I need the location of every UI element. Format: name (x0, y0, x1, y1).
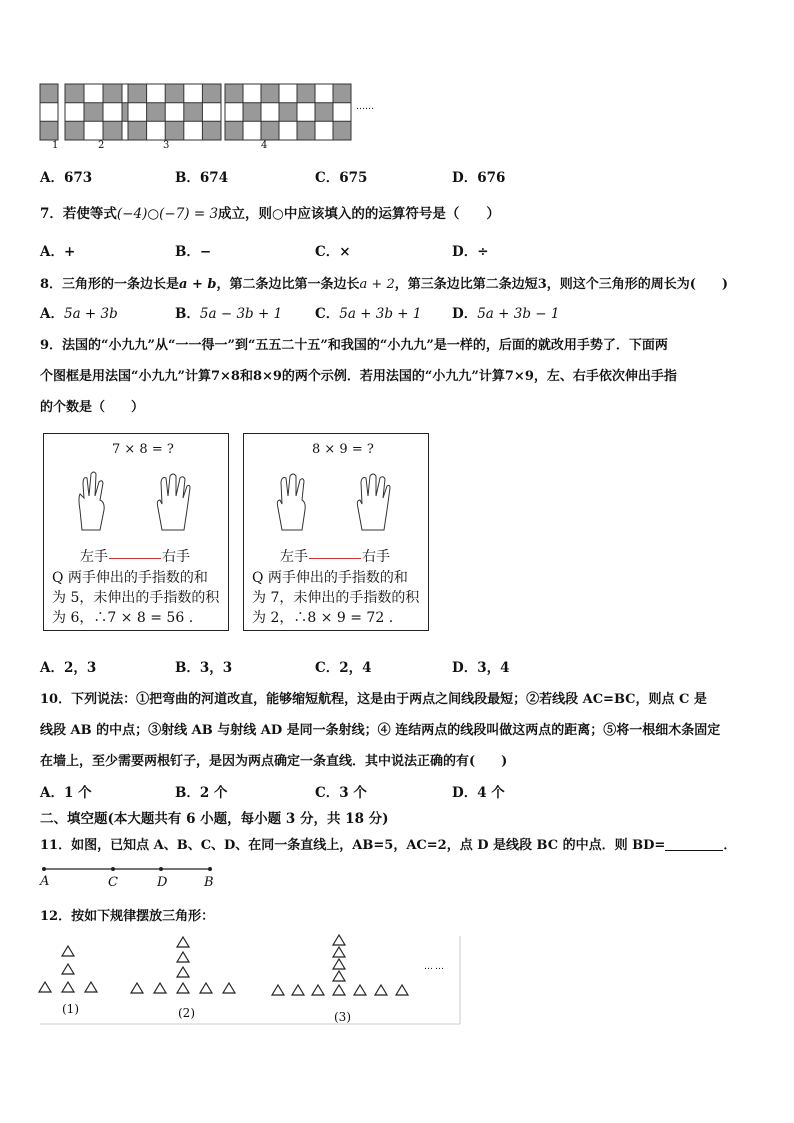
hand-right-icon (352, 470, 396, 532)
q10-option-b[interactable]: B．2 个 (175, 785, 228, 801)
q6-option-a[interactable]: A．673 (40, 170, 93, 186)
q9-example-box-1 (43, 433, 229, 631)
q10-option-a[interactable]: A．1 个 (40, 785, 92, 801)
q9-box2-text-2: 为 7，未伸出的手指数的积 (252, 590, 420, 606)
q9-line-1: 9．法国的“小九九”从“一一得一”到“五五二十五”和我国的“小九九”是一样的，后面的就改用手势了．下面两 (40, 338, 668, 353)
hand-left-icon (272, 470, 314, 532)
q9-box1-left: 左手 (80, 549, 108, 565)
q12-label-3: (3) (334, 1010, 351, 1024)
q12-dots: …… (424, 962, 446, 972)
q7-option-b[interactable]: B．− (175, 244, 212, 260)
q8-stem (40, 273, 764, 292)
q9-box1-text-2: 为 5，未伸出的手指数的积 (52, 590, 220, 606)
q8-option-c-expr: 5a + 3b + 1 (339, 306, 422, 322)
q11-point-d: D (157, 875, 168, 890)
q7-expr: (−4)○(−7) = 3 (116, 206, 219, 222)
triangle-pattern-1 (39, 946, 97, 992)
q10-option-c[interactable]: C．3 个 (315, 785, 367, 801)
q8-option-b-expr: 5a − 3b + 1 (199, 306, 283, 322)
q8-option-b[interactable] (175, 302, 282, 322)
q9-box2-right: 右手 (362, 549, 390, 565)
q8-e1: a + b (179, 277, 217, 292)
grid-dots: …… (356, 102, 374, 112)
q9-option-c[interactable]: C．2，4 (315, 660, 372, 676)
grid-1 (40, 84, 58, 140)
triangle-pattern-3 (272, 935, 408, 995)
q11-point-a: A (40, 874, 50, 889)
q7-option-a[interactable]: A．+ (40, 244, 76, 260)
grid-figure (38, 78, 378, 153)
q9-line-2: 个图框是用法国“小九九”计算7×8和8×9的两个示例．若用法国的“小九九”计算7×9，左、右手依次伸出手指 (40, 369, 677, 384)
q8-p3: ，第三条边比第二条边短3，则这个三角形的周长为( ) (394, 277, 729, 292)
q10-line-1: 10．下列说法：①把弯曲的河道改直，能够缩短航程，这是由于两点之间线段最短；②若线段 AC=BC，则点 C 是 (40, 692, 707, 707)
q9-box1-left-label (80, 546, 190, 566)
q9-option-b[interactable]: B．3，3 (175, 660, 233, 676)
q11-stem (40, 834, 764, 853)
q7-tail: 中应该填入的的运算符号是（ ） (283, 206, 500, 222)
grid-label-3: 3 (163, 140, 170, 151)
q11-answer-blank[interactable] (665, 850, 723, 851)
q9-box1-title: 7 × 8 = ? (112, 442, 174, 457)
q9-line-3: 的个数是（ ） (40, 400, 145, 415)
q8-option-d-label: D． (452, 306, 478, 322)
q9-box2-left: 左手 (280, 549, 308, 565)
q9-box2-text-3: 为 2，∴8 × 9 = 72 . (252, 610, 394, 626)
grid-figure-svg (38, 78, 378, 153)
q9-option-a[interactable]: A．2，3 (40, 660, 97, 676)
q7-option-c[interactable]: C．× (315, 244, 351, 260)
q7-prefix: 7．若使等式 (40, 206, 117, 222)
q9-box1-text-3: 为 6，∴7 × 8 = 56 . (52, 610, 194, 626)
q8-p1: 8．三角形的一条边长是 (40, 277, 180, 292)
q12-label-2: (2) (178, 1006, 195, 1020)
q8-p2: ，第二条边比第一条边长 (216, 277, 360, 292)
q11-point-c: C (108, 875, 118, 890)
q6-option-d[interactable]: D．676 (452, 170, 506, 186)
q11-line-figure (38, 862, 228, 892)
q8-option-a[interactable] (40, 302, 118, 322)
point-c (111, 867, 115, 871)
q7-option-d[interactable]: D．÷ (452, 244, 489, 260)
q12-stem: 12．按如下规律摆放三角形： (40, 909, 215, 924)
triangle-pattern-2 (131, 937, 235, 993)
q8-e2: a + 2 (359, 277, 395, 292)
q9-box2-left-label (280, 546, 390, 566)
point-d (159, 867, 163, 871)
q11-end: ． (723, 838, 737, 853)
q10-option-d[interactable]: D．4 个 (452, 785, 505, 801)
grid-label-2: 2 (98, 140, 105, 151)
q11-point-b: B (204, 875, 214, 890)
q9-box2-text-1: Q 两手伸出的手指数的和 (252, 570, 408, 586)
grid-label-4: 4 (261, 140, 268, 151)
q8-option-c[interactable] (315, 302, 422, 322)
grid-4 (225, 84, 351, 140)
q7-circle: ○ (272, 206, 284, 222)
q6-option-c[interactable]: C．675 (315, 170, 368, 186)
point-a (42, 867, 46, 871)
q9-box1-right: 右手 (162, 549, 190, 565)
q12-triangle-figure (36, 932, 462, 1028)
q9-box2-blank (309, 558, 361, 559)
q11-line-svg (38, 862, 228, 892)
grid-label-1: 1 (52, 140, 59, 151)
q8-option-a-expr: 5a + 3b (63, 306, 118, 322)
q8-option-b-label: B． (175, 306, 200, 322)
point-b (208, 867, 212, 871)
q11-text: 11．如图，已知点 A、B、C、D、在同一条直线上，AB=5，AC=2，点 D 是线段 BC 的中点．则 BD= (40, 838, 666, 853)
q8-option-d[interactable] (452, 302, 559, 322)
section-2-heading: 二、填空题(本大题共有 6 小题，每小题 3 分，共 18 分) (40, 811, 389, 827)
hand-right-icon (152, 470, 196, 532)
q6-option-b[interactable]: B．674 (175, 170, 229, 186)
q9-box2-title: 8 × 9 = ? (312, 442, 374, 457)
q9-example-box-2 (243, 433, 429, 631)
q9-box1-text-1: Q 两手伸出的手指数的和 (52, 570, 208, 586)
grid-3 (128, 84, 221, 140)
q10-line-2: 线段 AB 的中点；③射线 AB 与射线 AD 是同一条射线；④ 连结两点的线段叫做这两点的距离；⑤将一根细木条固定 (40, 723, 721, 738)
q12-triangles-svg (36, 932, 462, 1028)
q8-option-a-label: A． (40, 306, 64, 322)
q9-option-d[interactable]: D．3，4 (452, 660, 510, 676)
q9-box1-blank (109, 558, 161, 559)
q8-option-d-expr: 5a + 3b − 1 (477, 306, 560, 322)
q7-stem (40, 202, 764, 222)
hand-left-icon (72, 470, 112, 532)
q7-suffix: 成立，则 (218, 206, 273, 222)
q8-option-c-label: C． (315, 306, 340, 322)
q10-line-3: 在墙上，至少需要两根钉子，是因为两点确定一条直线．其中说法正确的有( ) (40, 754, 508, 769)
q12-label-1: (1) (62, 1002, 79, 1016)
